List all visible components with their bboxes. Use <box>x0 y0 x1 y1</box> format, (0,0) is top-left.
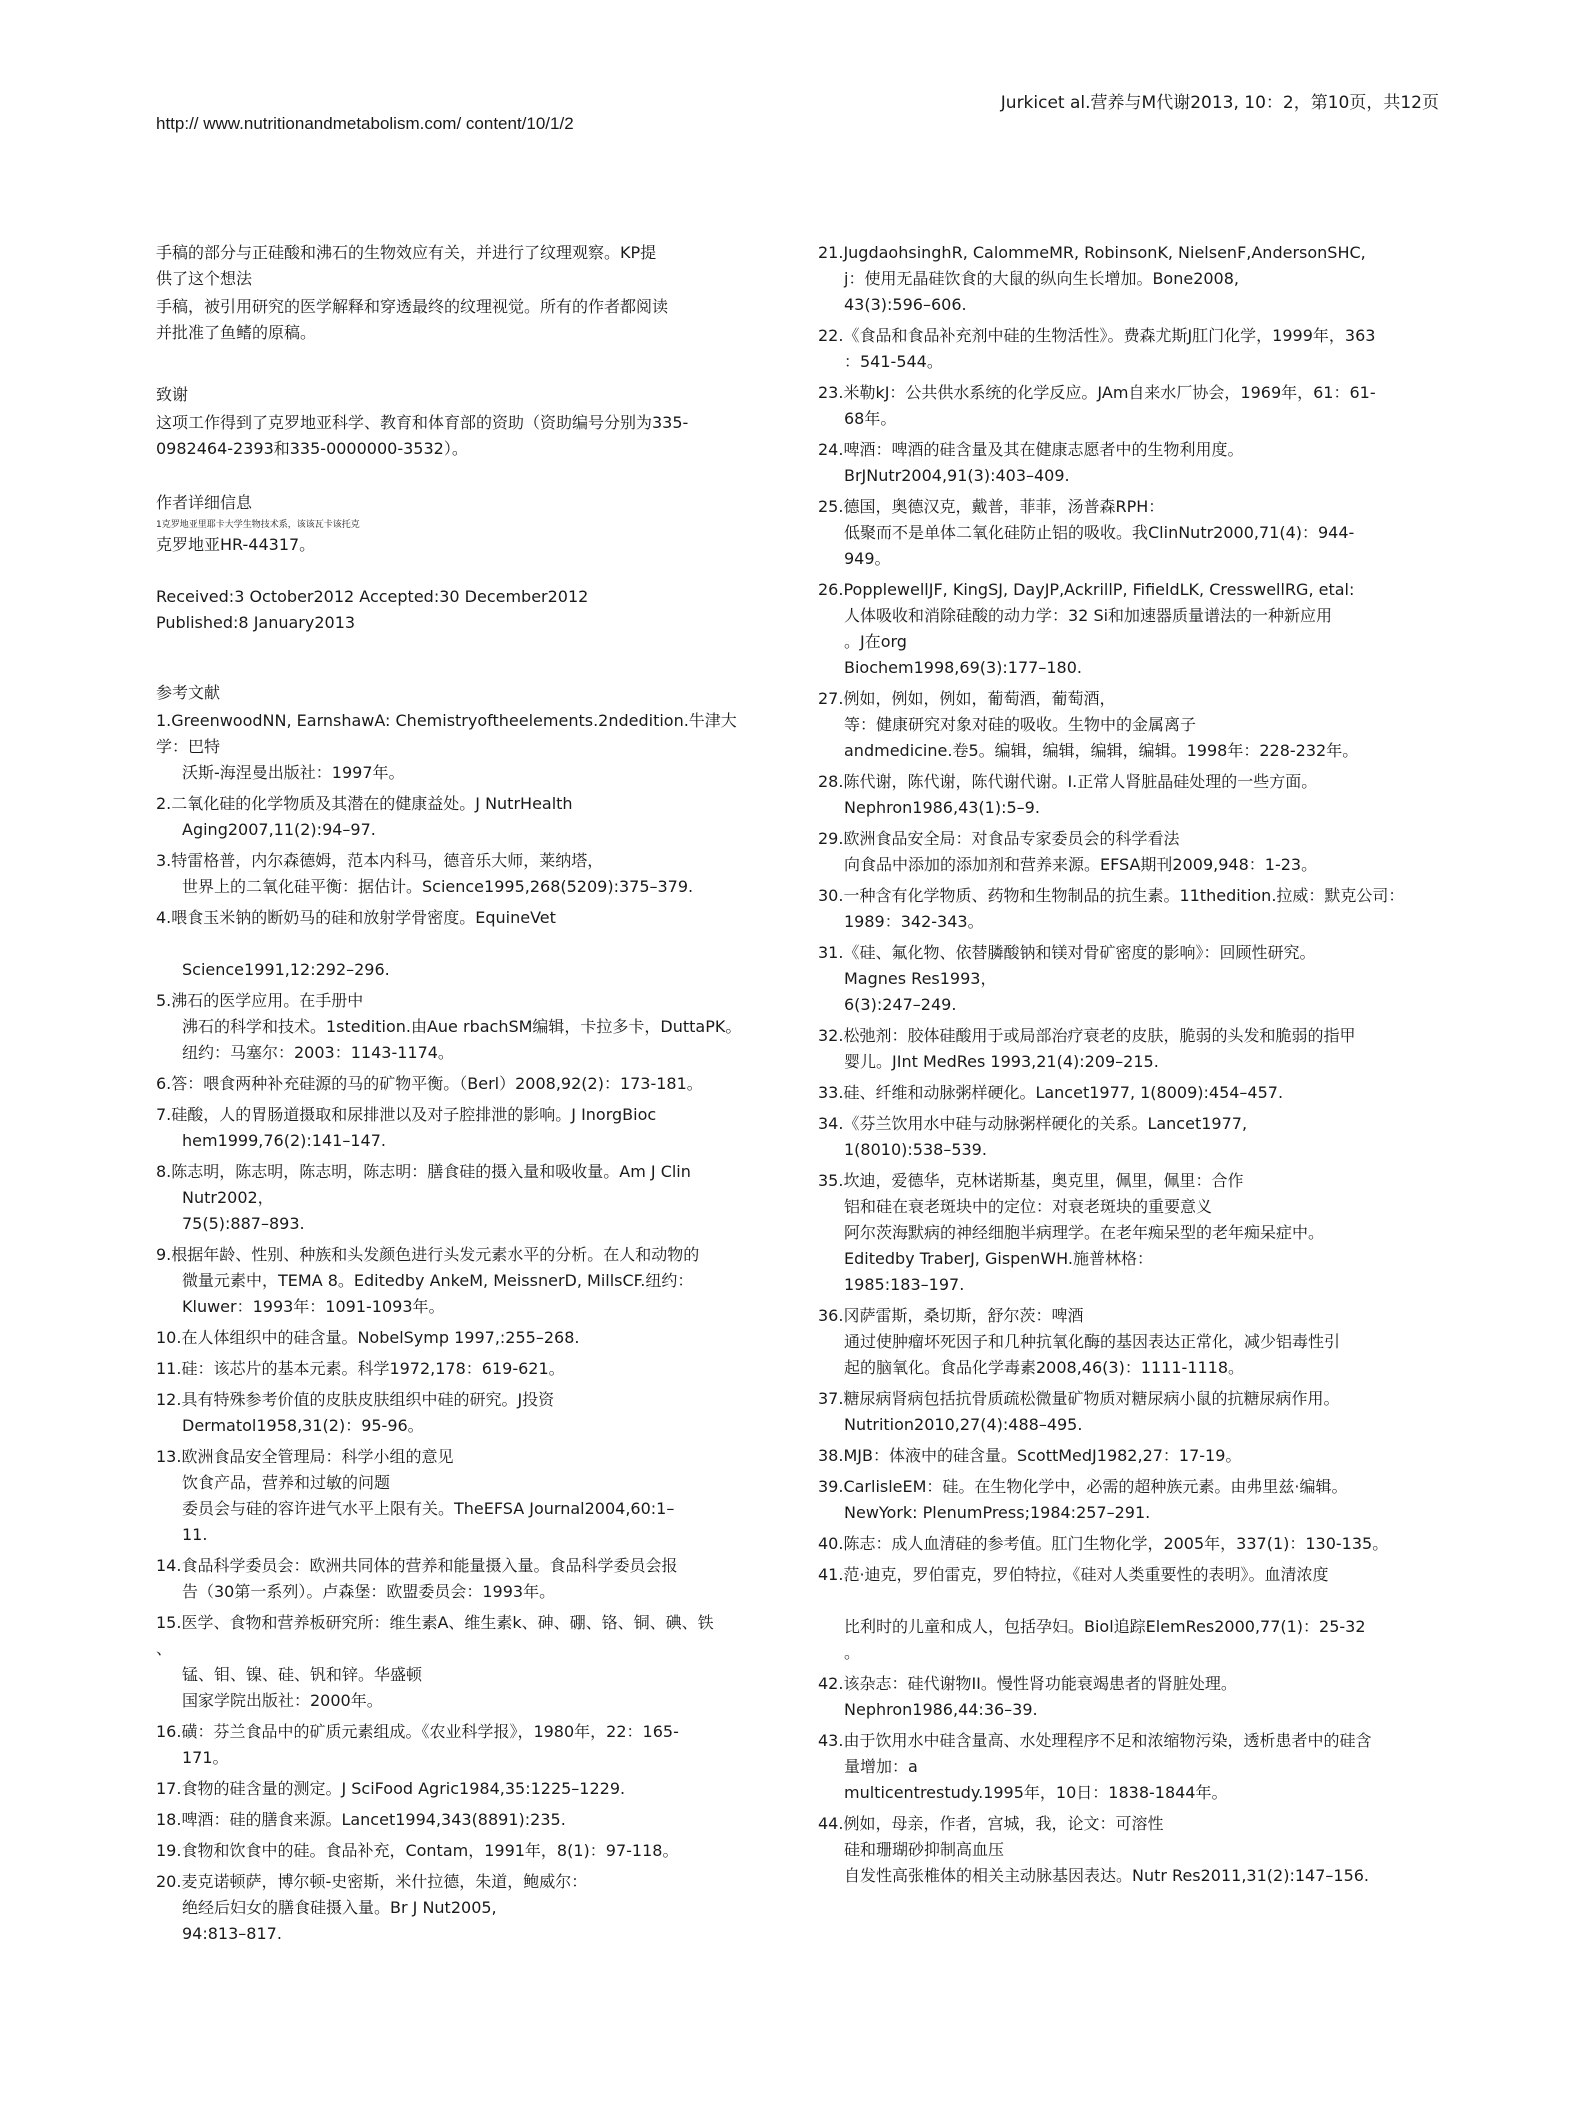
reference-item <box>156 1325 766 1351</box>
left-column <box>156 240 766 1952</box>
reference-first-line: 26.PopplewellJF, KingSJ, DayJP,AckrillP, FifieldLK, CresswellRG, etal: <box>818 580 1355 599</box>
reference-item <box>156 1242 766 1320</box>
reference-item <box>156 1356 766 1382</box>
reference-continuation: 婴儿。JInt MedRes 1993,21(4):209–215. <box>844 1052 1159 1071</box>
reference-first-line: 22.《食品和食品补充剂中硅的生物活性》。费森尤斯J肛门化学，1999年，363 <box>818 326 1376 345</box>
intro-paragraph: 手稿的部分与正硅酸和沸石的生物效应有关，并进行了纹理观察。KP提 供了这个想法 <box>156 243 657 288</box>
reference-first-line: 41.范·迪克，罗伯雷克，罗伯特拉，《硅对人类重要性的表明》。血清浓度 <box>818 1565 1329 1584</box>
journal-header: Jurkicet al.营养与M代谢2013, 10：2，第10页，共12页 <box>1000 93 1439 113</box>
reference-item <box>818 1386 1458 1438</box>
reference-item <box>156 708 766 786</box>
reference-first-line: 23.米勒kJ：公共供水系统的化学反应。JAm自来水厂协会，1969年，61：61- <box>818 383 1376 402</box>
reference-first-line: 34.《芬兰饮用水中硅与动脉粥样硬化的关系。Lancet1977, <box>818 1114 1248 1133</box>
reference-first-line: 37.糖尿病肾病包括抗骨质疏松微量矿物质对糖尿病小鼠的抗糖尿病作用。 <box>818 1389 1340 1408</box>
reference-item <box>818 883 1458 935</box>
reference-first-line: 20.麦克诺顿萨，博尔顿-史密斯，米什拉德，朱道，鲍威尔： <box>156 1872 588 1891</box>
reference-first-line: 24.啤酒：啤酒的硅含量及其在健康志愿者中的生物利用度。 <box>818 440 1244 459</box>
reference-item <box>156 1776 766 1802</box>
published-date: Published:8 January2013 <box>156 613 356 632</box>
reference-item <box>818 1474 1458 1526</box>
reference-item <box>156 988 766 1066</box>
reference-first-line: 13.欧洲食品安全管理局：科学小组的意见 <box>156 1447 454 1466</box>
reference-first-line: 6.答：喂食两种补充硅源的马的矿物平衡。（Berl）2008,92(2)：173-181。 <box>156 1074 703 1093</box>
reference-first-line: 28.陈代谢，陈代谢，陈代谢代谢。I.正常人肾脏晶硅处理的一些方面。 <box>818 772 1318 791</box>
reference-item <box>156 1102 766 1154</box>
reference-continuation: 硅和珊瑚砂抑制高血压 自发性高张椎体的相关主动脉基因表达。Nutr Res2011,31(2):147–156. <box>844 1840 1370 1885</box>
reference-first-line: 30.一种含有化学物质、药物和生物制品的抗生素。11thedition.拉威：默克公司： <box>818 886 1405 905</box>
reference-item <box>156 1610 766 1714</box>
reference-list-left <box>156 708 766 1947</box>
reference-continuation: 通过使肿瘤坏死因子和几种抗氧化酶的基因表达正常化，减少铝毒性引 起的脑氧化。食品化学毒素2008,46(3)：1111-1118。 <box>844 1332 1341 1377</box>
references-title: 参考文献 <box>156 683 221 702</box>
reference-list-right <box>818 240 1458 1889</box>
reference-continuation: 绝经后妇女的膳食硅摄入量。Br J Nut2005, 94:813–817. <box>182 1898 497 1943</box>
reference-continuation: hem1999,76(2):141–147. <box>182 1131 386 1150</box>
reference-first-line: 15.医学、食物和营养板研究所：维生素A、维生素k、砷、硼、铬、铜、碘、铁 、 <box>156 1613 714 1658</box>
reference-first-line: 5.沸石的医学应用。在手册中 <box>156 991 364 1010</box>
reference-item <box>156 1869 766 1947</box>
reference-first-line: 8.陈志明，陈志明，陈志明，陈志明：膳食硅的摄入量和吸收量。Am J Clin <box>156 1162 691 1181</box>
reference-item <box>818 1023 1458 1075</box>
reference-item <box>818 940 1458 1018</box>
reference-item <box>818 1168 1458 1298</box>
reference-first-line: 18.啤酒：硅的膳食来源。Lancet1994,343(8891):235. <box>156 1810 566 1829</box>
reference-item <box>818 380 1458 432</box>
reference-first-line: 39.CarlisleEM：硅。在生物化学中，必需的超种族元素。由弗里兹·编辑。 <box>818 1477 1348 1496</box>
reference-continuation: 1(8010):538–539. <box>844 1140 987 1159</box>
reference-continuation: 告（30第一系列）。卢森堡：欧盟委员会：1993年。 <box>182 1582 556 1601</box>
reference-first-line: 4.喂食玉米钠的断奶马的硅和放射学骨密度。EquineVet <box>156 908 556 927</box>
reference-item <box>818 686 1458 764</box>
reference-continuation: 向食品中添加的添加剂和营养来源。EFSA期刊2009,948：1-23。 <box>844 855 1318 874</box>
reference-first-line: 14.食品科学委员会：欧洲共同体的营养和能量摄入量。食品科学委员会报 <box>156 1556 678 1575</box>
reference-first-line: 32.松弛剂：胶体硅酸用于或局部治疗衰老的皮肤，脆弱的头发和脆弱的指甲 <box>818 1026 1356 1045</box>
acknowledgements-title: 致谢 <box>156 385 189 404</box>
reference-item <box>156 1387 766 1439</box>
reference-first-line: 10.在人体组织中的硅含量。NobelSymp 1997,:255–268. <box>156 1328 580 1347</box>
reference-first-line: 9.根据年龄、性别、种族和头发颜色进行头发元素水平的分析。在人和动物的 <box>156 1245 700 1264</box>
reference-item <box>818 1562 1458 1666</box>
reference-item <box>818 1728 1458 1806</box>
reference-first-line: 27.例如，例如，例如，葡萄酒，葡萄酒， <box>818 689 1116 708</box>
reference-first-line: 11.硅：该芯片的基本元素。科学1972,178：619-621。 <box>156 1359 565 1378</box>
reference-first-line: 44.例如，母亲，作者，宫城，我，论文：可溶性 <box>818 1814 1164 1833</box>
reference-item <box>818 769 1458 821</box>
reference-item <box>818 577 1458 681</box>
reference-first-line: 42.该杂志：硅代谢物II。慢性肾功能衰竭患者的肾脏处理。 <box>818 1674 1237 1693</box>
reference-first-line: 40.陈志：成人血清硅的参考值。肛门生物化学，2005年，337(1)：130-135。 <box>818 1534 1389 1553</box>
right-column <box>818 240 1458 1894</box>
reference-first-line: 43.由于饮用水中硅含量高、水处理程序不足和浓缩物污染，透析患者中的硅含 <box>818 1731 1372 1750</box>
reference-continuation: NewYork: PlenumPress;1984:257–291. <box>844 1503 1151 1522</box>
reference-item <box>818 1671 1458 1723</box>
reference-item <box>156 1444 766 1548</box>
reference-first-line: 3.特雷格普，内尔森德姆，范本内科马，德音乐大师，莱纳塔， <box>156 851 604 870</box>
reference-item <box>818 1303 1458 1381</box>
reference-continuation: 世界上的二氧化硅平衡：据估计。Science1995,268(5209):375–379. <box>182 877 694 896</box>
reference-item <box>818 826 1458 878</box>
reference-continuation: Aging2007,11(2):94–97. <box>182 820 376 839</box>
reference-continuation: Dermatol1958,31(2)：95-96。 <box>182 1416 424 1435</box>
reference-continuation: ：541-544。 <box>844 352 943 371</box>
reference-item <box>156 1807 766 1833</box>
reference-item <box>156 1159 766 1237</box>
acknowledgements-text: 这项工作得到了克罗地亚科学、教育和体育部的资助（资助编号分别为335- 0982464-2393和335-0000000-3532）。 <box>156 413 689 458</box>
reference-item <box>156 791 766 843</box>
reference-first-line: 21.JugdaohsinghR, CalommeMR, RobinsonK, NielsenF,AndersonSHC, <box>818 243 1366 262</box>
reference-first-line: 2.二氧化硅的化学物质及其潜在的健康益处。J NutrHealth <box>156 794 573 813</box>
reference-first-line: 16.磺：芬兰食品中的矿质元素组成。《农业科学报》，1980年，22：165- <box>156 1722 679 1741</box>
reference-continuation: BrJNutr2004,91(3):403–409. <box>844 466 1070 485</box>
reference-first-line: 35.坎迪，爱德华，克林诺斯基，奥克里，佩里，佩里：合作 <box>818 1171 1244 1190</box>
reference-first-line: 33.硅、纤维和动脉粥样硬化。Lancet1977, 1(8009):454–457. <box>818 1083 1284 1102</box>
reference-item <box>818 1531 1458 1557</box>
reference-continuation: 比利时的儿童和成人，包括孕妇。Biol追踪ElemRes2000,77(1)：25-32 。 <box>844 1617 1366 1662</box>
reference-first-line: 17.食物的硅含量的测定。J SciFood Agric1984,35:1225–1229. <box>156 1779 626 1798</box>
article-url: http:// www.nutritionandmetabolism.com/ content/10/1/2 <box>156 114 574 133</box>
reference-continuation: Nutrition2010,27(4):488–495. <box>844 1415 1083 1434</box>
reference-item <box>156 1553 766 1605</box>
reference-continuation: Nutr2002， 75(5):887–893. <box>182 1188 305 1233</box>
reference-continuation: Nephron1986,43(1):5–9. <box>844 798 1040 817</box>
reference-continuation: 1989：342-343。 <box>844 912 984 931</box>
reference-first-line: 29.欧洲食品安全局：对食品专家委员会的科学看法 <box>818 829 1180 848</box>
reference-continuation: 171。 <box>182 1748 229 1767</box>
reference-first-line: 1.GreenwoodNN, EarnshawA: Chemistryoftheelements.2ndedition.牛津大学：巴特 <box>156 711 737 756</box>
received-dates: Received:3 October2012 Accepted:30 December2012 <box>156 587 589 606</box>
author-details-title: 作者详细信息 <box>156 493 253 512</box>
reference-first-line: 25.德国，奥德汉克，戴普，菲菲，汤普森RPH： <box>818 497 1165 516</box>
reference-continuation: 等：健康研究对象对硅的吸收。生物中的金属离子 andmedicine.卷5。编辑，编辑，编辑，编辑。1998年：228-232年。 <box>844 715 1359 760</box>
reference-item <box>156 905 766 983</box>
reference-continuation: 沃斯-海涅曼出版社：1997年。 <box>182 763 405 782</box>
reference-continuation: 68年。 <box>844 409 897 428</box>
reference-first-line: 38.MJB：体液中的硅含量。ScottMedJ1982,27：17-19。 <box>818 1446 1242 1465</box>
reference-continuation: 人体吸收和消除硅酸的动力学：32 Si和加速器质量谱法的一种新应用 。J在org Biochem1998,69(3):177–180. <box>844 606 1333 677</box>
author-affiliation: 1克罗地亚里耶卡大学生物技术系，该该瓦卡该托克 <box>156 520 360 530</box>
reference-continuation: 饮食产品，营养和过敏的问题 委员会与硅的容许进气水平上限有关。TheEFSA Journal2004,60:1– 11. <box>182 1473 675 1544</box>
reference-item <box>818 494 1458 572</box>
reference-continuation: 锰、钼、镍、硅、钒和锌。华盛顿 国家学院出版社：2000年。 <box>182 1665 423 1710</box>
reference-first-line: 12.具有特殊参考价值的皮肤皮肤组织中硅的研究。J投资 <box>156 1390 555 1409</box>
reference-first-line: 7.硅酸，人的胃肠道摄取和尿排泄以及对子腔排泄的影响。J InorgBioc <box>156 1105 657 1124</box>
reference-item <box>818 1080 1458 1106</box>
reference-continuation: Science1991,12:292–296. <box>182 960 390 979</box>
reference-item <box>818 1111 1458 1163</box>
reference-item <box>818 1443 1458 1469</box>
intro-paragraph: 手稿，被引用研究的医学解释和穿透最终的纹理视觉。所有的作者都阅读 并批准了鱼鳍的原稿。 <box>156 297 669 342</box>
reference-item <box>818 240 1458 318</box>
reference-first-line: 36.冈萨雷斯，桑切斯，舒尔茨：啤酒 <box>818 1306 1084 1325</box>
reference-item <box>156 1838 766 1864</box>
reference-item <box>156 1071 766 1097</box>
reference-continuation: j：使用无晶硅饮食的大鼠的纵向生长增加。Bone2008, 43(3):596–606. <box>844 269 1240 314</box>
reference-continuation: 量增加：a multicentrestudy.1995年，10日：1838-1844年。 <box>844 1757 1228 1802</box>
reference-continuation: 铝和硅在衰老斑块中的定位：对衰老斑块的重要意义 阿尔茨海默病的神经细胞半病理学。在老年痴呆型的老年痴呆症中。 Editedby TraberJ, GispenWH.施普林格： 1985:183–197. <box>844 1197 1325 1294</box>
intro-section <box>156 240 766 346</box>
reference-item <box>818 323 1458 375</box>
author-city: 克罗地亚HR-44317。 <box>156 535 316 554</box>
reference-first-line: 31.《硅、氟化物、依替膦酸钠和镁对骨矿密度的影响》：回顾性研究。 <box>818 943 1316 962</box>
reference-continuation: 低聚而不是单体二氧化硅防止铝的吸收。我ClinNutr2000,71(4)：944- 949。 <box>844 523 1355 568</box>
reference-first-line: 19.食物和饮食中的硅。食品补充，Contam，1991年，8(1)：97-118。 <box>156 1841 679 1860</box>
reference-continuation: Nephron1986,44:36–39. <box>844 1700 1038 1719</box>
reference-continuation: Magnes Res1993， 6(3):247–249. <box>844 969 997 1014</box>
reference-item <box>156 848 766 900</box>
reference-continuation: 沸石的科学和技术。1stedition.由Aue rbachSM编辑，卡拉多卡，DuttaPK。 纽约：马塞尔：2003：1143-1174。 <box>182 1017 742 1062</box>
reference-item <box>818 1811 1458 1889</box>
reference-item <box>156 1719 766 1771</box>
reference-continuation: 微量元素中，TEMA 8。Editedby AnkeM, MeissnerD, MillsCF.纽约： Kluwer：1993年：1091-1093年。 <box>182 1271 694 1316</box>
reference-item <box>818 437 1458 489</box>
